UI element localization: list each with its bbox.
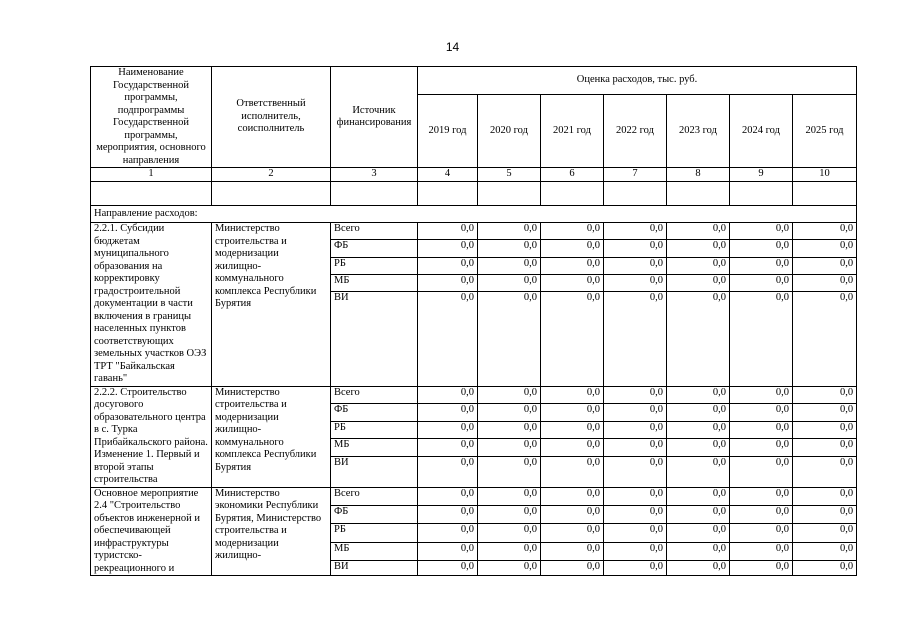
source-cell: РБ [331,421,418,439]
value-cell: 0,0 [793,505,857,523]
value-cell: 0,0 [478,505,541,523]
header-year-2021: 2021 год [541,94,604,167]
value-cell: 0,0 [604,439,667,457]
empty-cell [418,182,478,206]
value-cell: 0,0 [730,292,793,387]
value-cell: 0,0 [730,223,793,240]
source-cell: ФБ [331,404,418,422]
col-number: 7 [604,168,667,182]
value-cell: 0,0 [604,560,667,575]
value-cell: 0,0 [667,421,730,439]
empty-cell [478,182,541,206]
value-cell: 0,0 [730,421,793,439]
value-cell: 0,0 [667,439,730,457]
column-number-row [91,168,857,182]
source-cell: ФБ [331,240,418,257]
value-cell: 0,0 [478,542,541,560]
value-cell: 0,0 [478,223,541,240]
empty-cell [667,182,730,206]
source-cell: МБ [331,274,418,291]
value-cell: 0,0 [418,421,478,439]
value-cell: 0,0 [418,404,478,422]
value-cell: 0,0 [604,404,667,422]
data-row [91,487,857,505]
value-cell: 0,0 [478,404,541,422]
value-cell: 0,0 [667,274,730,291]
header-source-col: Источник финансирования [331,67,418,168]
header-year-2025: 2025 год [793,94,857,167]
value-cell: 0,0 [667,505,730,523]
value-cell: 0,0 [478,386,541,404]
data-row [91,223,857,240]
value-cell: 0,0 [730,487,793,505]
direction-label: Направление расходов: [91,206,857,223]
col-number: 9 [730,168,793,182]
value-cell: 0,0 [730,240,793,257]
value-cell: 0,0 [418,505,478,523]
data-row [91,386,857,404]
value-cell: 0,0 [541,404,604,422]
value-cell: 0,0 [667,223,730,240]
value-cell: 0,0 [478,257,541,274]
value-cell: 0,0 [604,487,667,505]
value-cell: 0,0 [478,487,541,505]
value-cell: 0,0 [541,456,604,487]
value-cell: 0,0 [541,487,604,505]
value-cell: 0,0 [793,487,857,505]
value-cell: 0,0 [667,487,730,505]
value-cell: 0,0 [418,240,478,257]
value-cell: 0,0 [418,456,478,487]
value-cell: 0,0 [478,439,541,457]
value-cell: 0,0 [478,274,541,291]
value-cell: 0,0 [541,560,604,575]
value-cell: 0,0 [541,386,604,404]
source-cell: ФБ [331,505,418,523]
value-cell: 0,0 [478,292,541,387]
value-cell: 0,0 [418,524,478,542]
col-number: 2 [212,168,331,182]
value-cell: 0,0 [667,404,730,422]
value-cell: 0,0 [478,560,541,575]
value-cell: 0,0 [793,421,857,439]
source-cell: РБ [331,257,418,274]
header-year-2022: 2022 год [604,94,667,167]
measure-name-cell: 2.2.2. Строительство досугового образовательного центра в с. Турка Прибайкальского района. Изменение 1. Первый и второй этапы строительства [91,386,212,487]
value-cell: 0,0 [604,505,667,523]
value-cell: 0,0 [418,439,478,457]
value-cell: 0,0 [667,456,730,487]
source-cell: РБ [331,524,418,542]
value-cell: 0,0 [604,223,667,240]
header-name-col: Наименование Государственной программы, подпрограммы Государственной программы, мероприятия, основного направления [91,67,212,168]
value-cell: 0,0 [604,292,667,387]
value-cell: 0,0 [793,386,857,404]
value-cell: 0,0 [667,560,730,575]
value-cell: 0,0 [667,524,730,542]
page-number: 14 [445,40,460,54]
value-cell: 0,0 [541,223,604,240]
header-year-2019: 2019 год [418,94,478,167]
value-cell: 0,0 [793,456,857,487]
value-cell: 0,0 [730,524,793,542]
value-cell: 0,0 [541,505,604,523]
value-cell: 0,0 [418,292,478,387]
value-cell: 0,0 [541,274,604,291]
value-cell: 0,0 [604,274,667,291]
source-cell: МБ [331,439,418,457]
header-year-2024: 2024 год [730,94,793,167]
executor-cell: Министерство строительства и модернизации жилищно-коммунального комплекса Республики Бурятия [212,223,331,387]
source-cell: ВИ [331,456,418,487]
value-cell: 0,0 [793,404,857,422]
value-cell: 0,0 [730,257,793,274]
empty-cell [91,182,212,206]
executor-cell: Министерство экономики Республики Бурятия, Министерство строительства и модернизации жилищно- [212,487,331,576]
empty-cell [604,182,667,206]
value-cell: 0,0 [730,505,793,523]
value-cell: 0,0 [478,456,541,487]
value-cell: 0,0 [541,524,604,542]
col-number: 3 [331,168,418,182]
value-cell: 0,0 [604,257,667,274]
col-number: 5 [478,168,541,182]
value-cell: 0,0 [793,240,857,257]
value-cell: 0,0 [478,240,541,257]
value-cell: 0,0 [541,542,604,560]
source-cell: ВИ [331,560,418,575]
col-number: 4 [418,168,478,182]
col-number: 6 [541,168,604,182]
header-year-2023: 2023 год [667,94,730,167]
value-cell: 0,0 [604,456,667,487]
measure-name-cell: 2.2.1. Субсидии бюджетам муниципального образования на корректировку градостроительной документации в части включения в границы населенных пунктов соответствующих земельных участков ОЭЗ ТРТ "Байкальская гавань" [91,223,212,387]
value-cell: 0,0 [793,257,857,274]
value-cell: 0,0 [730,456,793,487]
value-cell: 0,0 [730,404,793,422]
value-cell: 0,0 [541,421,604,439]
value-cell: 0,0 [604,240,667,257]
value-cell: 0,0 [667,292,730,387]
source-cell: МБ [331,542,418,560]
executor-cell: Министерство строительства и модернизации жилищно-коммунального комплекса Республики Бурятия [212,386,331,487]
value-cell: 0,0 [604,524,667,542]
header-year-2020: 2020 год [478,94,541,167]
source-cell: ВИ [331,292,418,387]
header-costs-group: Оценка расходов, тыс. руб. [418,67,857,95]
value-cell: 0,0 [667,542,730,560]
value-cell: 0,0 [418,386,478,404]
value-cell: 0,0 [667,386,730,404]
measure-name-cell: Основное мероприятие 2.4 "Строительство объектов инженерной и обеспечивающей инфраструктуры туристско-рекреационного и [91,487,212,576]
value-cell: 0,0 [541,439,604,457]
value-cell: 0,0 [604,542,667,560]
value-cell: 0,0 [793,560,857,575]
value-cell: 0,0 [793,439,857,457]
value-cell: 0,0 [793,542,857,560]
value-cell: 0,0 [604,386,667,404]
empty-cell [730,182,793,206]
value-cell: 0,0 [418,223,478,240]
value-cell: 0,0 [418,274,478,291]
value-cell: 0,0 [418,257,478,274]
value-cell: 0,0 [418,542,478,560]
col-number: 8 [667,168,730,182]
value-cell: 0,0 [793,524,857,542]
col-number: 1 [91,168,212,182]
empty-cell [331,182,418,206]
empty-cell [212,182,331,206]
value-cell: 0,0 [730,386,793,404]
value-cell: 0,0 [418,487,478,505]
value-cell: 0,0 [730,560,793,575]
source-cell: Всего [331,223,418,240]
value-cell: 0,0 [541,292,604,387]
value-cell: 0,0 [730,439,793,457]
value-cell: 0,0 [793,292,857,387]
value-cell: 0,0 [730,542,793,560]
source-cell: Всего [331,487,418,505]
col-number: 10 [793,168,857,182]
value-cell: 0,0 [604,421,667,439]
expenditure-table [90,66,857,576]
empty-cell [793,182,857,206]
header-executor-col: Ответственный исполнитель, соисполнитель [212,67,331,168]
value-cell: 0,0 [541,240,604,257]
empty-cell [541,182,604,206]
value-cell: 0,0 [418,560,478,575]
value-cell: 0,0 [478,524,541,542]
value-cell: 0,0 [793,274,857,291]
value-cell: 0,0 [667,240,730,257]
source-cell: Всего [331,386,418,404]
value-cell: 0,0 [541,257,604,274]
value-cell: 0,0 [478,421,541,439]
value-cell: 0,0 [667,257,730,274]
value-cell: 0,0 [730,274,793,291]
value-cell: 0,0 [793,223,857,240]
empty-row [91,182,857,206]
